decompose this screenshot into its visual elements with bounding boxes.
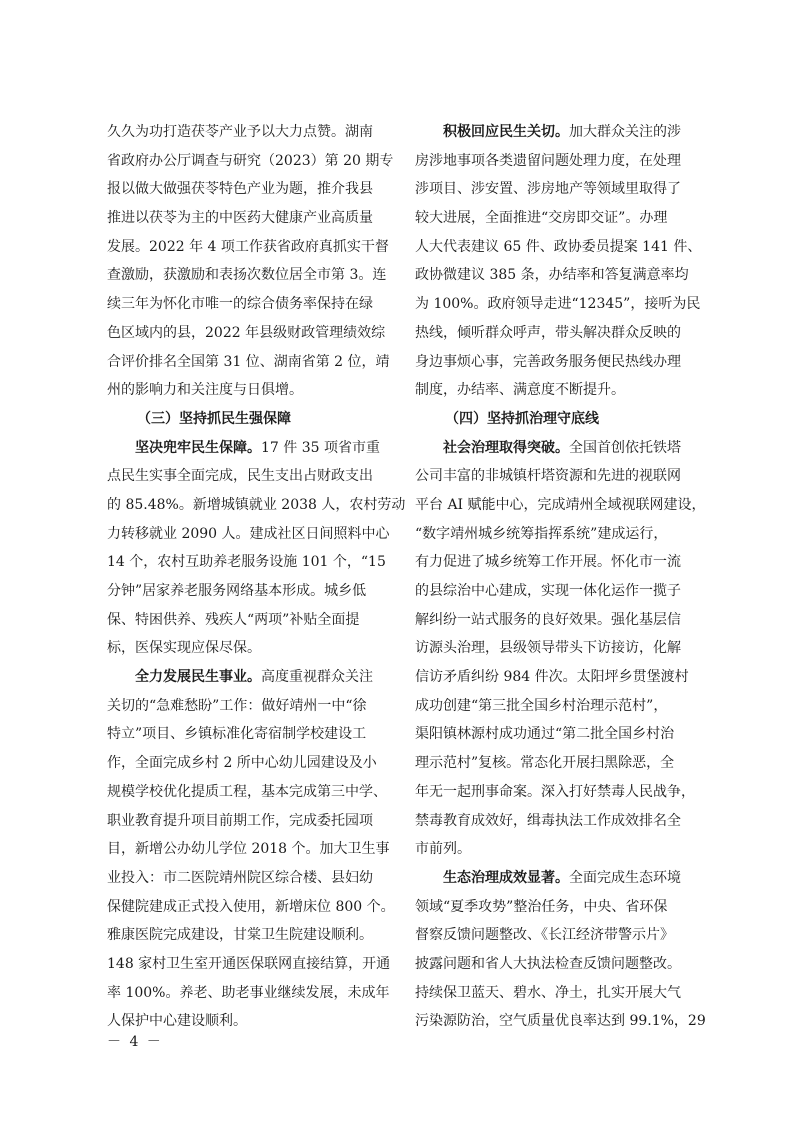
text-line: 持续保卫蓝天、碧水、净土，扎实开展大气 <box>415 984 681 1001</box>
section-heading-3: （三）坚持抓民生强保障 <box>137 410 291 427</box>
text-line: 推进以茯苓为主的中医药大健康产业高质量 <box>107 210 373 227</box>
text-line: 关切的“急难愁盼”工作：做好靖州一中“徐 <box>107 697 367 714</box>
text-line: 禁毒教育成效好，缉毒执法工作成效排名全 <box>415 812 681 829</box>
text-line: 的 85.48%。新增城镇就业 2038 人，农村劳动 <box>107 496 406 513</box>
text-line: 合评价排名全国第 31 位、湖南省第 2 位，靖 <box>107 353 390 370</box>
text-line: 成功创建“第三批全国乡村治理示范村”， <box>415 697 668 714</box>
text-line: 保健院建成正式投入使用，新增床位 800 个。 <box>107 898 395 915</box>
text-line: 久久为功打造茯苓产业予以大力点赞。湖南 <box>107 124 373 140</box>
text-line: “数字靖州城乡统筹指挥系统”建成运行， <box>415 525 668 542</box>
text-line: 的县综治中心建成，实现一体化运作一揽子 <box>415 583 681 599</box>
text-line: 148 家村卫生室开通医保联网直接结算，开通 <box>107 955 391 972</box>
text-line: 有力促进了城乡统筹工作开展。怀化市一流 <box>415 554 681 571</box>
left-column <box>107 118 406 1036</box>
text-line: 标，医保实现应保尽保。 <box>107 640 261 657</box>
text-line: 理示范村”复核。常态化开展扫黑除恶，全 <box>415 755 675 772</box>
paragraph-lead: 坚决兜牢民生保障。 <box>135 439 261 456</box>
text-line: 身边事烦心事，完善政务服务便民热线办理 <box>415 353 681 370</box>
paragraph-body <box>107 692 402 1036</box>
text-line: 业投入：市二医院靖州院区综合楼、县妇幼 <box>107 869 373 886</box>
text-line: 作，全面完成乡村 2 所中心幼儿园建设及小 <box>107 755 377 772</box>
text-line: 信访矛盾纠纷 984 件次。太阳坪乡贯堡渡村 <box>415 669 689 686</box>
text-line: 为 100%。政府领导走进“12345”，接听为民 <box>415 296 701 313</box>
text-line: 年无一起刑事命案。深入打好禁毒人民战争， <box>415 783 695 800</box>
paragraph-text: 加大群众关注的涉 <box>569 124 681 140</box>
text-line: 发展。2022 年 4 项工作获省政府真抓实干督 <box>107 238 389 255</box>
text-line: 续三年为怀化市唯一的综合债务率保持在绿 <box>107 296 373 313</box>
text-line: 领域“夏季攻势”整治任务，中央、省环保 <box>415 898 668 915</box>
text-line: 特立”项目、乡镇标准化寄宿制学校建设工 <box>107 726 367 743</box>
text-line: 人保护中心建设顺利。 <box>107 1013 247 1030</box>
text-line: 房涉地事项各类遗留问题处理力度，在处理 <box>415 152 681 169</box>
paragraph-lead: 社会治理取得突破。 <box>443 439 569 456</box>
paragraph-first-line <box>415 864 710 893</box>
text-line: 污染源防治，空气质量优良率达到 99.1%，29 <box>415 1013 706 1030</box>
paragraph-body <box>415 462 710 864</box>
text-line: 保、特困供养、残疾人“两项”补贴全面提 <box>107 611 360 628</box>
paragraph-continued <box>107 118 402 405</box>
paragraph-lead: 全力发展民生事业。 <box>135 669 261 686</box>
text-line: 解纠纷一站式服务的良好效果。强化基层信 <box>415 611 681 628</box>
text-line: 目，新增公办幼儿学位 2018 个。加大卫生事 <box>107 841 390 858</box>
text-line: 色区域内的县，2022 年县级财政管理绩效综 <box>107 324 386 341</box>
text-line: 热线，倾听群众呼声，带头解决群众反映的 <box>415 324 681 341</box>
paragraph-first-line <box>107 663 402 692</box>
paragraph-lead: 积极回应民生关切。 <box>443 124 569 140</box>
paragraph-first-line <box>107 434 402 463</box>
paragraph-text: 高度重视群众关注 <box>261 669 373 686</box>
paragraph-first-line <box>415 118 710 147</box>
text-line: 平台 AI 赋能中心，完成靖州全域视联网建设， <box>415 496 706 513</box>
text-line: 披露问题和省人大执法检查反馈问题整改。 <box>415 955 681 972</box>
text-line: 公司丰富的非城镇杆塔资源和先进的视联网 <box>415 468 681 485</box>
paragraph-text: 全国首创依托铁塔 <box>569 439 681 456</box>
text-line: 渠阳镇林源村成功通过“第二批全国乡村治 <box>415 726 675 743</box>
text-line: 州的影响力和关注度与日俱增。 <box>107 382 303 399</box>
text-line: 规模学校优化提质工程，基本完成第三中学、 <box>107 783 387 800</box>
text-line: 政协微建议 385 条，办结率和答复满意率均 <box>415 267 689 284</box>
paragraph-lead: 生态治理成效显著。 <box>443 869 569 886</box>
section-heading-4: （四）坚持抓治理守底线 <box>445 410 599 427</box>
paragraph-body <box>415 147 710 405</box>
paragraph-first-line <box>415 434 710 463</box>
text-line: 省政府办公厅调查与研究（2023）第 20 期专 <box>107 152 394 169</box>
text-line: 较大进展，全面推进“交房即交证”。办理 <box>415 210 668 227</box>
text-line: 查激励，获激励和表扬次数位居全市第 3。连 <box>107 267 387 284</box>
text-line: 人大代表建议 65 件、政协委员提案 141 件、 <box>415 238 702 255</box>
text-line: 力转移就业 2090 人。建成社区日间照料中心 <box>107 525 390 542</box>
text-line: 涉项目、涉安置、涉房地产等领域里取得了 <box>415 181 681 198</box>
paragraph-text: 17 件 35 项省市重 <box>261 439 380 456</box>
text-line: 职业教育提升项目前期工作，完成委托园项 <box>107 812 373 829</box>
text-line: 分钟”居家养老服务网络基本形成。城乡低 <box>107 583 367 599</box>
right-column <box>415 118 710 1036</box>
text-line: 访源头治理，县级领导带头下访接访，化解 <box>415 640 681 657</box>
text-line: 14 个，农村互助养老服务设施 101 个，“15 <box>107 554 386 571</box>
text-line: 报以做大做强茯苓特色产业为题，推介我县 <box>107 181 373 198</box>
text-line: 雅康医院完成建设，甘棠卫生院建设顺利。 <box>107 927 373 944</box>
text-line: 督察反馈问题整改、《长江经济带警示片》 <box>415 927 674 944</box>
text-line: 率 100%。养老、助老事业继续发展，未成年 <box>107 984 390 1001</box>
text-line: 市前列。 <box>415 841 471 858</box>
text-line: 点民生实事全面完成，民生支出占财政支出 <box>107 468 373 485</box>
paragraph-text: 全面完成生态环境 <box>569 869 681 886</box>
page-number: － 4 － <box>107 1034 163 1050</box>
text-line: 制度，办结率、满意度不断提升。 <box>415 382 625 399</box>
paragraph-body <box>107 462 406 663</box>
paragraph-body <box>415 893 710 1036</box>
